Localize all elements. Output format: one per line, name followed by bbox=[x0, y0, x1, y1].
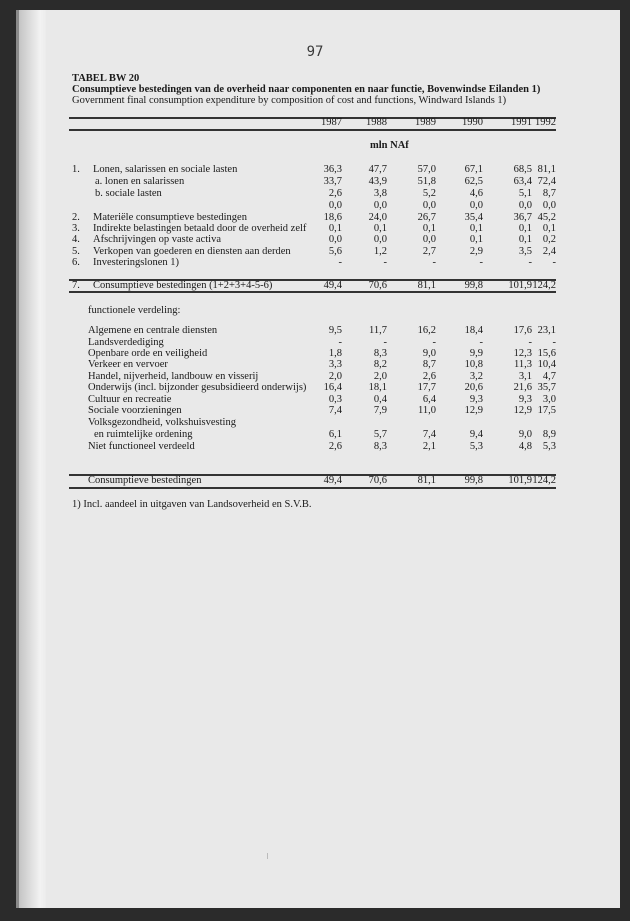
cell-value: 2,4 bbox=[542, 246, 556, 257]
cell-value: 17,7 bbox=[417, 382, 436, 393]
cell-value: 5,6 bbox=[328, 246, 342, 257]
cell-value: 10,4 bbox=[537, 359, 556, 370]
cell-value: 0,0 bbox=[422, 234, 436, 245]
cell-value: 17,5 bbox=[537, 405, 556, 416]
cell-value: 36,3 bbox=[323, 164, 342, 175]
table-row bbox=[69, 417, 556, 429]
cell-value: 7,4 bbox=[328, 405, 342, 416]
year-header: 1992 bbox=[535, 117, 556, 128]
row-label: Verkeer en vervoer bbox=[88, 359, 168, 370]
cell-value: 43,9 bbox=[368, 176, 387, 187]
cell-value: 45,2 bbox=[537, 212, 556, 223]
table-row bbox=[69, 325, 556, 337]
cell-value: 2,6 bbox=[328, 188, 342, 199]
cell-value: 2,0 bbox=[328, 371, 342, 382]
cell-value: 18,1 bbox=[368, 382, 387, 393]
cell-value: 12,9 bbox=[464, 405, 483, 416]
table-row bbox=[69, 429, 556, 441]
cell-value: - bbox=[528, 257, 532, 268]
row-label: Investeringslonen 1) bbox=[93, 257, 180, 268]
row-label: Sociale voorzieningen bbox=[88, 405, 182, 416]
cell-value: 35,4 bbox=[464, 212, 483, 223]
cell-value: 63,4 bbox=[513, 176, 532, 187]
cell-value: 0,1 bbox=[518, 223, 532, 234]
cell-value: 47,7 bbox=[368, 164, 387, 175]
table-row bbox=[69, 382, 556, 394]
functional-heading: functionele verdeling: bbox=[88, 305, 181, 316]
row-number: 4. bbox=[72, 234, 80, 245]
cell-value: 72,4 bbox=[537, 176, 556, 187]
functional-heading-row bbox=[69, 305, 556, 317]
cell-value: 2,1 bbox=[422, 441, 436, 452]
cell-value: 2,7 bbox=[422, 246, 436, 257]
row-number: 3. bbox=[72, 223, 80, 234]
table-title-dutch: Consumptieve bestedingen van de overheid naar componenten en naar functie, Bovenwindse Eilanden 1) bbox=[72, 84, 541, 95]
cell-value: 2,6 bbox=[422, 371, 436, 382]
cell-value: 49,4 bbox=[323, 280, 342, 291]
cell-value: 0,1 bbox=[469, 234, 483, 245]
cell-value: 3,2 bbox=[469, 371, 483, 382]
row-label: Handel, nijverheid, landbouw en visserij bbox=[88, 371, 259, 382]
cell-value: 101,9 bbox=[508, 280, 532, 291]
cell-value: 8,2 bbox=[373, 359, 387, 370]
document-page bbox=[16, 10, 620, 908]
row-label: Onderwijs (incl. bijzonder gesubsidieerd onderwijs) bbox=[88, 382, 307, 393]
cell-value: - bbox=[479, 337, 483, 348]
cell-value: 70,6 bbox=[368, 280, 387, 291]
cell-value: 0,3 bbox=[328, 394, 342, 405]
row-label: en ruimtelijke ordening bbox=[94, 429, 193, 440]
final-total-bottom-rule bbox=[69, 487, 556, 489]
row-label: Materiële consumptieve bestedingen bbox=[93, 212, 247, 223]
cell-value: - bbox=[432, 257, 436, 268]
cell-value: 2,9 bbox=[469, 246, 483, 257]
table-row bbox=[69, 257, 556, 269]
cell-value: 17,6 bbox=[513, 325, 532, 336]
cell-value: 9,9 bbox=[469, 348, 483, 359]
cell-value: 99,8 bbox=[464, 280, 483, 291]
cell-value: 4,6 bbox=[469, 188, 483, 199]
year-header: 1987 bbox=[321, 117, 342, 128]
row-number: 1. bbox=[72, 164, 80, 175]
cell-value: 9,4 bbox=[469, 429, 483, 440]
cell-value: 9,0 bbox=[422, 348, 436, 359]
cell-value: 0,1 bbox=[422, 223, 436, 234]
cell-value: 124,2 bbox=[532, 280, 556, 291]
cell-value: 0,1 bbox=[469, 223, 483, 234]
cell-value: - bbox=[383, 257, 387, 268]
cell-value: 8,9 bbox=[542, 429, 556, 440]
cell-value: 5,7 bbox=[373, 429, 387, 440]
cell-value: 0,1 bbox=[518, 234, 532, 245]
table-title-english: Government final consumption expenditure by composition of cost and functions, Windward Islands 1) bbox=[72, 95, 507, 106]
table-row bbox=[69, 234, 556, 246]
cell-value: 62,5 bbox=[464, 176, 483, 187]
cell-value: 0,4 bbox=[373, 394, 387, 405]
cell-value: 2,6 bbox=[328, 441, 342, 452]
cell-value: 9,3 bbox=[469, 394, 483, 405]
table-code: TABEL BW 20 bbox=[72, 73, 140, 84]
cell-value: 3,0 bbox=[542, 394, 556, 405]
cell-value: 6,4 bbox=[422, 394, 436, 405]
cell-value: 1,2 bbox=[373, 246, 387, 257]
cell-value: 4,7 bbox=[542, 371, 556, 382]
row-label: a. lonen en salarissen bbox=[95, 176, 185, 187]
table-row-total-components bbox=[69, 280, 556, 292]
table-row bbox=[69, 441, 556, 453]
cell-value: 9,3 bbox=[518, 394, 532, 405]
cell-value: 0,2 bbox=[542, 234, 556, 245]
cell-value: 3,3 bbox=[328, 359, 342, 370]
cell-value: 81,1 bbox=[537, 164, 556, 175]
cell-value: 11,7 bbox=[369, 325, 387, 336]
cell-value: 33,7 bbox=[323, 176, 342, 187]
page-number: 97 bbox=[306, 44, 324, 60]
cell-value: 18,4 bbox=[464, 325, 483, 336]
cell-value: 16,2 bbox=[417, 325, 436, 336]
cell-value: 0,1 bbox=[373, 223, 387, 234]
row-label: Cultuur en recreatie bbox=[88, 394, 172, 405]
footnote: 1) Incl. aandeel in uitgaven van Landsoverheid en S.V.B. bbox=[72, 499, 312, 510]
cell-value: 12,3 bbox=[513, 348, 532, 359]
cell-value: 0,0 bbox=[373, 234, 387, 245]
row-label: Niet functioneel verdeeld bbox=[88, 441, 195, 452]
table-row bbox=[69, 405, 556, 417]
table-row-total-functions bbox=[69, 475, 556, 487]
cell-value: 5,2 bbox=[422, 188, 436, 199]
cell-value: 1,8 bbox=[328, 348, 342, 359]
row-label: Consumptieve bestedingen bbox=[88, 475, 202, 486]
scan-artifact bbox=[267, 853, 268, 859]
table-row bbox=[69, 200, 556, 212]
cell-value: 7,9 bbox=[373, 405, 387, 416]
cell-value: 0,0 bbox=[542, 200, 556, 211]
row-label: Algemene en centrale diensten bbox=[88, 325, 218, 336]
cell-value: 9,0 bbox=[518, 429, 532, 440]
cell-value: 8,3 bbox=[373, 441, 387, 452]
cell-value: - bbox=[528, 337, 532, 348]
unit-label: mln NAf bbox=[370, 140, 409, 151]
table-row bbox=[69, 176, 556, 188]
cell-value: 35,7 bbox=[537, 382, 556, 393]
cell-value: 5,1 bbox=[518, 188, 532, 199]
cell-value: - bbox=[338, 337, 342, 348]
page-binding-shadow bbox=[16, 10, 19, 908]
cell-value: 5,3 bbox=[469, 441, 483, 452]
row-label: b. sociale lasten bbox=[95, 188, 162, 199]
cell-value: 99,8 bbox=[464, 475, 483, 486]
cell-value: 68,5 bbox=[513, 164, 532, 175]
cell-value: - bbox=[552, 257, 556, 268]
cell-value: - bbox=[383, 337, 387, 348]
cell-value: 16,4 bbox=[323, 382, 342, 393]
cell-value: 3,1 bbox=[518, 371, 532, 382]
cell-value: 49,4 bbox=[323, 475, 342, 486]
cell-value: 10,8 bbox=[464, 359, 483, 370]
cell-value: 0,0 bbox=[328, 200, 342, 211]
cell-value: 0,0 bbox=[373, 200, 387, 211]
cell-value: 67,1 bbox=[464, 164, 483, 175]
cell-value: 21,6 bbox=[513, 382, 532, 393]
cell-value: 101,9 bbox=[508, 475, 532, 486]
cell-value: - bbox=[432, 337, 436, 348]
row-label: Landsverdediging bbox=[88, 337, 164, 348]
cell-value: 23,1 bbox=[537, 325, 556, 336]
cell-value: 8,7 bbox=[542, 188, 556, 199]
row-number: 7. bbox=[72, 280, 80, 291]
cell-value: 20,6 bbox=[464, 382, 483, 393]
row-label: Openbare orde en veiligheid bbox=[88, 348, 208, 359]
cell-value: 3,5 bbox=[518, 246, 532, 257]
row-label: Consumptieve bestedingen (1+2+3+4-5-6) bbox=[93, 280, 273, 291]
cell-value: 57,0 bbox=[417, 164, 436, 175]
cell-value: 15,6 bbox=[537, 348, 556, 359]
row-label: Afschrijvingen op vaste activa bbox=[93, 234, 221, 245]
year-header: 1991 bbox=[511, 117, 532, 128]
cell-value: - bbox=[479, 257, 483, 268]
cell-value: 4,8 bbox=[518, 441, 532, 452]
row-number: 5. bbox=[72, 246, 80, 257]
cell-value: 5,3 bbox=[542, 441, 556, 452]
table-row bbox=[69, 164, 556, 176]
cell-value: 0,0 bbox=[328, 234, 342, 245]
cell-value: 0,0 bbox=[518, 200, 532, 211]
cell-value: 3,8 bbox=[373, 188, 387, 199]
cell-value: 2,0 bbox=[373, 371, 387, 382]
table-row bbox=[69, 188, 556, 200]
cell-value: 7,4 bbox=[422, 429, 436, 440]
row-number: 6. bbox=[72, 257, 80, 268]
cell-value: 81,1 bbox=[417, 280, 436, 291]
cell-value: 70,6 bbox=[368, 475, 387, 486]
cell-value: 8,3 bbox=[373, 348, 387, 359]
row-label: Indirekte belastingen betaald door de overheid zelf bbox=[93, 223, 307, 234]
cell-value: 124,2 bbox=[532, 475, 556, 486]
cell-value: 18,6 bbox=[323, 212, 342, 223]
cell-value: 81,1 bbox=[417, 475, 436, 486]
year-header-row bbox=[69, 117, 556, 129]
cell-value: 11,0 bbox=[418, 405, 436, 416]
year-header: 1989 bbox=[415, 117, 436, 128]
cell-value: 0,1 bbox=[542, 223, 556, 234]
table-row bbox=[69, 359, 556, 371]
cell-value: - bbox=[338, 257, 342, 268]
row-number: 2. bbox=[72, 212, 80, 223]
row-label: Verkopen van goederen en diensten aan derden bbox=[93, 246, 291, 257]
cell-value: 0,1 bbox=[328, 223, 342, 234]
row-label: Lonen, salarissen en sociale lasten bbox=[93, 164, 238, 175]
cell-value: 26,7 bbox=[417, 212, 436, 223]
cell-value: 0,0 bbox=[469, 200, 483, 211]
cell-value: 8,7 bbox=[422, 359, 436, 370]
cell-value: 0,0 bbox=[422, 200, 436, 211]
cell-value: 9,5 bbox=[328, 325, 342, 336]
cell-value: 12,9 bbox=[513, 405, 532, 416]
cell-value: 51,8 bbox=[417, 176, 436, 187]
page-binding-edge bbox=[16, 10, 46, 908]
cell-value: - bbox=[552, 337, 556, 348]
cell-value: 36,7 bbox=[513, 212, 532, 223]
cell-value: 11,3 bbox=[514, 359, 532, 370]
cell-value: 6,1 bbox=[328, 429, 342, 440]
row-label: Volksgezondheid, volkshuisvesting bbox=[88, 417, 236, 428]
header-bottom-rule bbox=[69, 129, 556, 131]
cell-value: 24,0 bbox=[368, 212, 387, 223]
year-header: 1988 bbox=[366, 117, 387, 128]
year-header: 1990 bbox=[462, 117, 483, 128]
